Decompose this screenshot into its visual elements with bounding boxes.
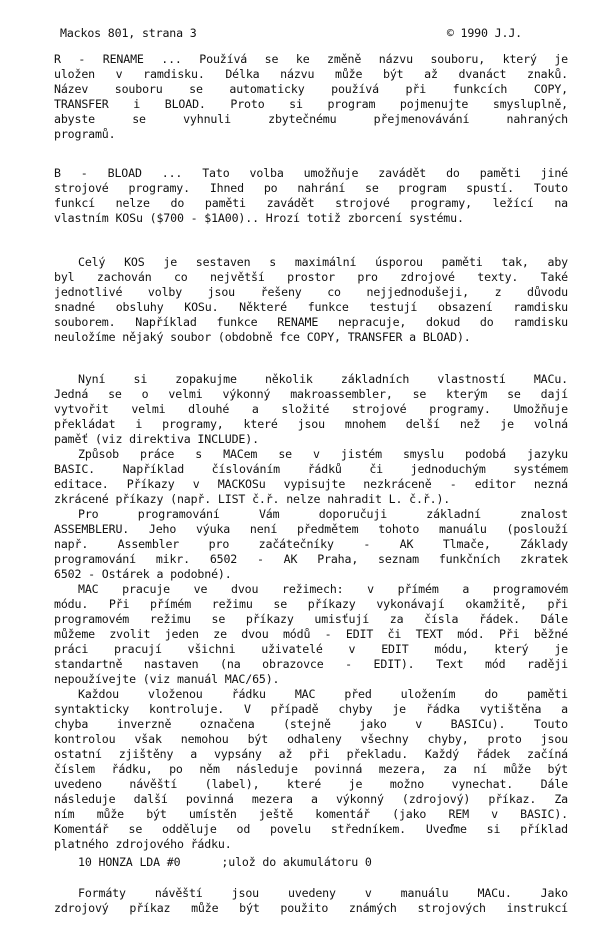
text-line: neuložíme nějaký soubor (obdobně fce COPY, TRANSFER a BLOAD).: [54, 330, 471, 344]
text-line: Jedná se o velmi výkonný makroassembler, se kterým se dají: [54, 387, 568, 401]
text-line: BASIC. Například číslováním řádků či jednoduchým systémem: [54, 462, 568, 476]
text-line: Celý KOS je sestaven s maximální úsporou paměti tak, aby: [78, 255, 568, 269]
text-line: vytvořit velmi dlouhé a složité strojové programy. Umožňuje: [54, 402, 568, 416]
text-line: vlastním KOSu ($700 - $1A00).. Hrozí totiž zborcení systému.: [54, 211, 464, 225]
paragraph-block: [54, 255, 568, 345]
text-line: byl zachován co největší prostor pro zdrojové texty. Také: [54, 270, 568, 284]
paragraph-block: [54, 166, 568, 226]
text-line: uvedeno návěští (label), které je možno vynechat. Dále: [54, 777, 568, 791]
text-line: snadné obsluhy KOSu. Některé funkce testují obsazení ramdisku: [54, 300, 568, 314]
paragraph-block: [54, 52, 568, 142]
text-line: číslem řádku, po něm následuje povinná mezera, za ní může být: [54, 762, 568, 776]
text-line: programů.: [54, 127, 116, 141]
header-copyright: © 1990 J.J.: [446, 26, 522, 40]
page-header: [60, 26, 522, 40]
text-line: Způsob práce s MACem se v jistém smyslu podobá jazyku: [78, 447, 568, 461]
text-line: editace. Příkazy v MACKOSu vypisujte nezkráceně - editor nezná: [54, 477, 568, 491]
text-line: chyba inverzně označena (stejně jako v BASICu). Touto: [54, 717, 568, 731]
text-line: práci pracují všichni uživatelé v EDIT módu, který je: [54, 642, 568, 656]
text-line: Každou vloženou řádku MAC před uložením do paměti: [78, 687, 568, 701]
text-line: zkrácené příkazy (např. LIST č.ř. nelze nahradit L. č.ř.).: [54, 492, 451, 506]
text-line: strojové programy. Ihned po nahrání se program spustí. Touto: [54, 181, 568, 195]
text-line: standartně nastaven (na obrazovce - EDIT). Text mód raději: [54, 657, 568, 671]
text-line: uložen v ramdisku. Délka názvu může být až dvanáct znaků.: [54, 67, 568, 81]
text-line: překládat i programy, které jsou mnohem delší než je volná: [54, 417, 568, 431]
text-line: zdrojový příkaz může být použito známých strojových instrukcí: [54, 901, 568, 915]
text-line: kontrolou však nemohou být odhaleny všechny chyby, proto jsou: [54, 732, 568, 746]
text-line: syntakticky kontroluje. V případě chyby je řádka vytištěna a: [54, 702, 568, 716]
text-line: ASSEMBLERU. Jeho výuka není předmětem tohoto manuálu (poslouží: [54, 522, 568, 536]
paragraph-block: [54, 886, 568, 916]
text-line: R - RENAME ... Používá se ke změně názvu souboru, který je: [54, 52, 568, 66]
text-line: B - BLOAD ... Tato volba umožňuje zavádět do paměti jiné: [54, 166, 568, 180]
text-line: můžeme zvolit jeden ze dvou módů - EDIT či TEXT mód. Při běžné: [54, 627, 568, 641]
text-line: paměť (viz direktiva INCLUDE).: [54, 432, 259, 446]
text-line: ostatní zjištěny a vypsány až při překladu. Každý řádek začíná: [54, 747, 568, 761]
text-line: jednotlivé volby jsou řešeny co nejjednodušeji, z důvodu: [54, 285, 568, 299]
text-line: TRANSFER i BLOAD. Proto si program pojmenujte smysluplně,: [54, 97, 568, 111]
text-line: funkcí nelze do paměti zavádět strojové programy, ležící na: [54, 196, 568, 210]
text-line: programovém režimu se příkazy umisťují za čísla řádek. Dále: [54, 612, 568, 626]
code-example: [54, 855, 568, 870]
text-line: MAC pracuje ve dvou režimech: v přímém a programovém: [78, 582, 568, 596]
text-line: platného zdrojového řádku.: [54, 837, 232, 851]
text-line: Nyní si zopakujme několik základních vlastností MACu.: [78, 372, 568, 386]
text-line: Název souboru se automaticky používá při funkcích COPY,: [54, 82, 568, 96]
text-line: souborem. Například funkce RENAME nepracuje, dokud do ramdisku: [54, 315, 568, 329]
text-line: abyste se vyhnuli zbytečnému přejmenovávání nahraných: [54, 112, 568, 126]
text-line: např. Assembler pro začátečníky - AK Tlmače, Základy: [54, 537, 568, 551]
code-line: 10 HONZA LDA #0 ;ulož do akumulátoru 0: [78, 855, 372, 869]
text-line: 6502 - Ostárek a podobné).: [54, 567, 232, 581]
text-line: Pro programování Vám doporučuji základní znalost: [78, 507, 568, 521]
paragraph-block: [54, 372, 568, 852]
text-line: následuje další povinná mezera a výkonný (zdrojový) příkaz. Za: [54, 792, 568, 806]
text-line: ním může být umístěn ještě komentář (jako REM v BASIC).: [54, 807, 568, 821]
header-title: Mackos 801, strana 3: [60, 26, 197, 40]
text-line: Komentář se odděluje od povelu středníkem. Uveďme si příklad: [54, 822, 568, 836]
text-line: Formáty návěští jsou uvedeny v manuálu MACu. Jako: [78, 886, 568, 900]
text-line: nepoužívejte (viz manuál MAC/65).: [54, 672, 280, 686]
text-line: módu. Při přímém režimu se příkazy vykonávají okamžitě, při: [54, 597, 568, 611]
text-line: programování mikr. 6502 - AK Praha, seznam funkčních zkratek: [54, 552, 568, 566]
